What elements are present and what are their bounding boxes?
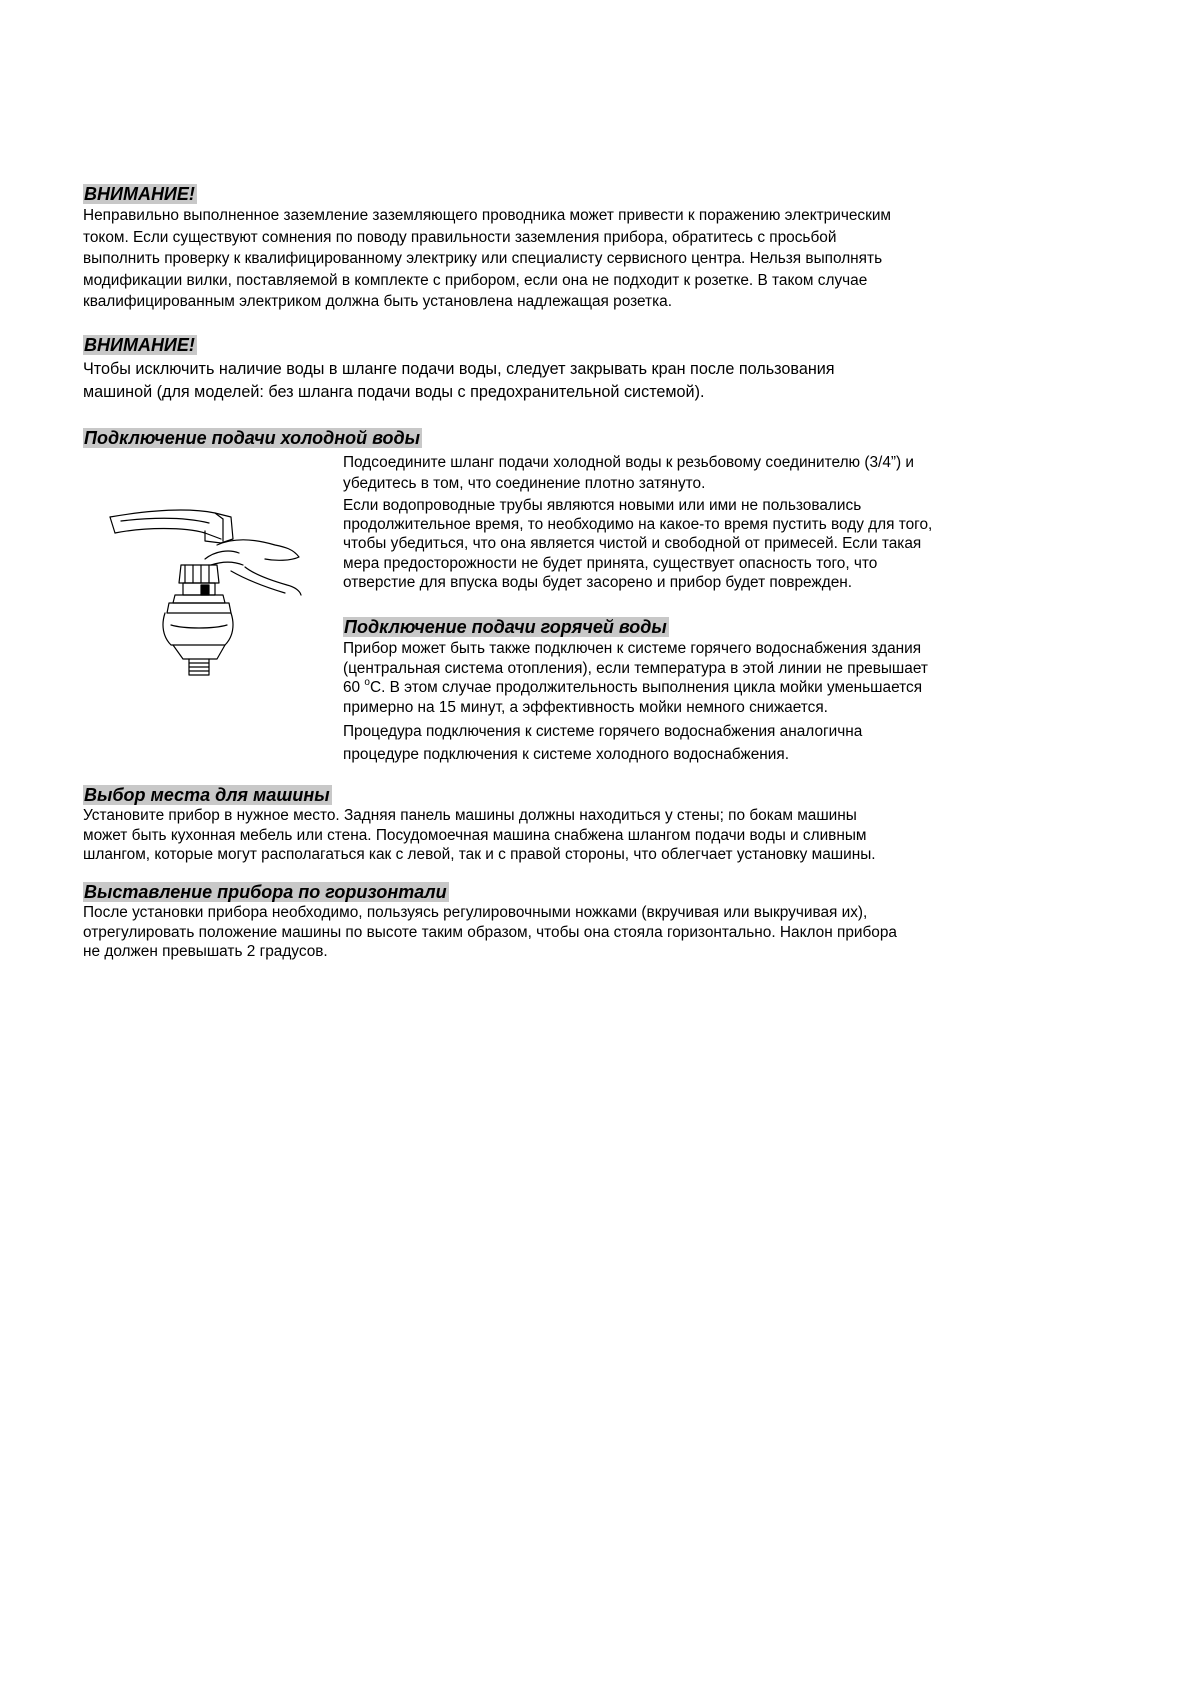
text-line: квалифицированным электриком должна быть установлена надлежащая розетка. xyxy=(83,293,673,310)
text-line: Прибор может быть также подключен к системе горячего водоснабжения здания xyxy=(343,640,922,657)
text-line: током. Если существуют сомнения по поводу правильности заземления прибора, обратитесь с просьбой xyxy=(83,228,837,246)
placement-heading: Выбор места для машины xyxy=(84,785,330,805)
text-line: шлангом, которые могут располагаться как с левой, так и с правой стороны, что облегчает установку машины. xyxy=(83,846,876,864)
hot-water-procedure-text xyxy=(343,720,862,766)
text-line: отверстие для впуска воды будет засорено и прибор будет поврежден. xyxy=(343,573,853,591)
text-line: Процедура подключения к системе горячего водоснабжения аналогична xyxy=(343,723,863,740)
temperature-value: 60 xyxy=(343,679,365,697)
placement-text xyxy=(83,806,876,865)
text-line: (центральная система отопления), если температура в этой линии не превышает xyxy=(343,659,928,677)
cold-water-heading: Подключение подачи холодной воды xyxy=(84,428,421,448)
cold-water-text-a xyxy=(343,452,914,494)
warning-heading-1: ВНИМАНИЕ! xyxy=(84,184,195,204)
text-line: чтобы убедиться, что она является чистой и свободной от примесей. Если такая xyxy=(343,535,922,553)
degree-sign: o xyxy=(364,677,370,689)
text-line: может быть кухонная мебель или стена. Посудомоечная машина снабжена шлангом подачи воды и сливным xyxy=(83,826,867,844)
leveling-heading: Выставление прибора по горизонтали xyxy=(84,882,447,902)
text-line: машиной (для моделей: без шланга подачи воды с предохранительной системой). xyxy=(83,383,705,401)
text-line: Подсоедините шланг подачи холодной воды к резьбовому соединителю (3/4”) и xyxy=(343,454,915,471)
text-line: процедуре подключения к системе холодного водоснабжения. xyxy=(343,746,789,763)
text-line: мера предосторожности не будет принята, существует опасность того, что xyxy=(343,554,878,572)
temperature-text: C. В этом случае продолжительность выполнения цикла мойки уменьшается xyxy=(369,679,923,697)
text-line: Установите прибор в нужное место. Задняя панель машины должны находиться у стены; по бокам машины xyxy=(83,807,857,824)
leveling-text xyxy=(83,903,897,962)
text-line: Неправильно выполненное заземление заземляющего проводника может привести к поражению электрическим xyxy=(83,207,891,224)
text-line: Если водопроводные трубы являются новыми или ими не пользовались xyxy=(343,497,862,514)
text-line: не должен превышать 2 градусов. xyxy=(83,943,328,961)
text-line: модификации вилки, поставляемой в комплекте с прибором, если она не подходит к розетке. В таком случае xyxy=(83,271,868,289)
text-line: отрегулировать положение машины по высоте таким образом, чтобы она стояла горизонтально. Наклон прибора xyxy=(83,923,897,941)
faucet-hose-connection-illustration xyxy=(105,505,305,680)
text-line: После установки прибора необходимо, пользуясь регулировочными ножками (вкручивая или выкручивая их), xyxy=(83,904,868,921)
warning-text-2 xyxy=(83,358,835,404)
warning-text-1 xyxy=(83,205,891,313)
warning-heading-2: ВНИМАНИЕ! xyxy=(84,335,195,355)
text-line-temperature xyxy=(343,678,928,698)
text-line: убедитесь в том, что соединение плотно затянуто. xyxy=(343,475,706,492)
text-line: выполнить проверку к квалифицированному электрику или специалисту сервисного центра. Нельзя выполнять xyxy=(83,250,883,267)
text-line: примерно на 15 минут, а эффективность мойки немного снижается. xyxy=(343,698,828,716)
text-line: продолжительное время, то необходимо на какое-то время пустить воду для того, xyxy=(343,516,933,534)
text-line: Чтобы исключить наличие воды в шланге подачи воды, следует закрывать кран после пользования xyxy=(83,360,835,378)
cold-water-text-b xyxy=(343,496,932,592)
hot-water-heading: Подключение подачи горячей воды xyxy=(344,617,667,637)
hot-water-text xyxy=(343,639,928,717)
